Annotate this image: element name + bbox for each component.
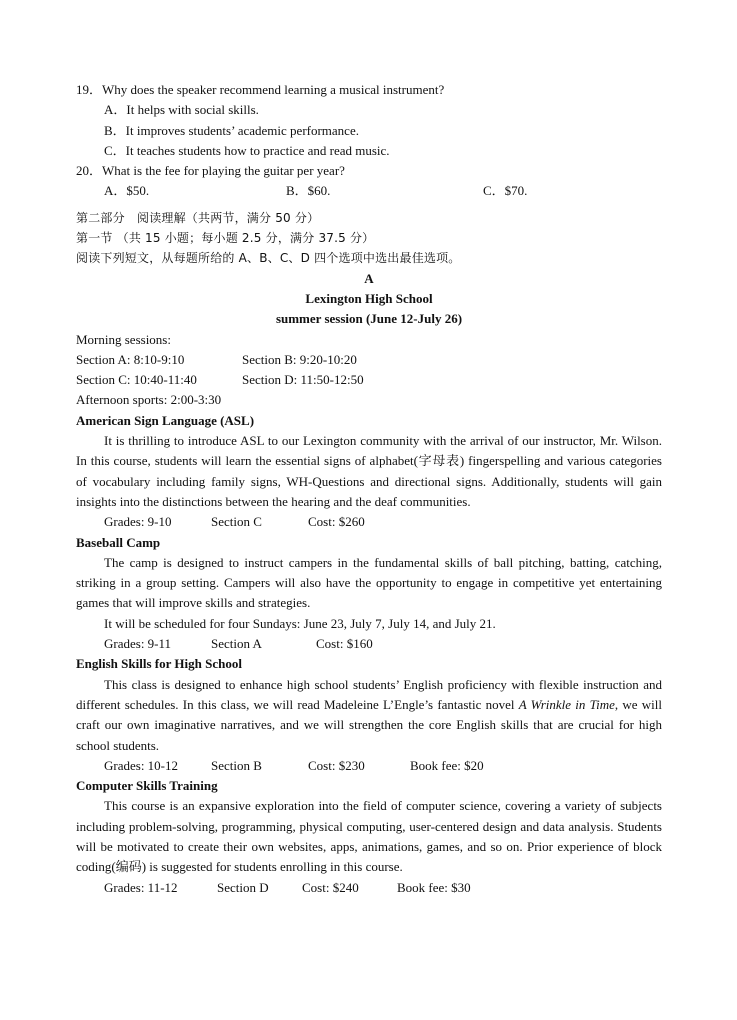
sessions-heading: Morning sessions: [76, 331, 171, 347]
course-cost: Cost: $260 [308, 514, 365, 530]
course-paragraph-text: This class is designed to enhance high school students’ English proficiency with flexible instruction and different schedules. In this class, we will read Madeleine L’Engle’s fantastic novel [76, 676, 662, 712]
course-section: Section B [211, 757, 262, 773]
part-heading: 第二部分 阅读理解（共两节，满分 50 分） [76, 210, 320, 225]
course-meta [76, 512, 662, 532]
question-20-options [76, 181, 662, 201]
course-paragraph: It will be scheduled for four Sundays: June 23, July 7, July 14, and July 21. [104, 615, 496, 631]
course-book-fee: Book fee: $20 [410, 757, 484, 773]
question-19-option-b: B．It improves students’ academic performance. [104, 122, 359, 138]
question-20-option-a: A．$50. [104, 183, 150, 199]
novel-title: A Wrinkle in Time [518, 696, 615, 712]
afternoon-sports: Afternoon sports: 2:00-3:30 [76, 392, 222, 408]
course-title: English Skills for High School [76, 656, 242, 672]
document-page [76, 80, 662, 898]
passage-title: Lexington High School [305, 290, 433, 306]
course-section: Section C [211, 514, 262, 530]
question-20-option-b: B．$60. [286, 183, 331, 199]
sessions-row [76, 350, 662, 370]
course-title: American Sign Language (ASL) [76, 412, 255, 428]
course-section: Section D [217, 879, 269, 895]
session-b: Section B: 9:20-10:20 [242, 351, 357, 367]
question-20-stem: 20．What is the fee for playing the guitar per year? [76, 163, 345, 179]
course-title: Baseball Camp [76, 534, 161, 550]
subpart-heading: 第一节 （共 15 小题；每小题 2.5 分，满分 37.5 分） [76, 231, 375, 246]
course-paragraph-text: , we will craft our own imaginative narratives, and we will strengthen the core English skills that are crucial for high school students. [76, 696, 662, 753]
question-19-stem: 19．Why does the speaker recommend learning a musical instrument? [76, 82, 445, 97]
passage-subtitle: summer session (June 12-July 26) [275, 311, 463, 327]
course-grades: Grades: 11-12 [104, 879, 178, 895]
session-d: Section D: 11:50-12:50 [242, 372, 364, 388]
sessions-row [76, 370, 662, 390]
course-book-fee: Book fee: $30 [397, 879, 471, 895]
course-paragraph: It is thrilling to introduce ASL to our Lexington community with the arrival of our instructor, Mr. Wilson. In this course, students will learn the essential signs of alphabet(字母表) fingerspelling and various categories of vocabulary including family signs, WH-Questions and directional signs. Additionally, students will gain insights into the distinctions between the hearing and the deaf communities. [76, 433, 662, 509]
course-title: Computer Skills Training [76, 778, 218, 794]
course-grades: Grades: 9-10 [104, 514, 172, 530]
course-meta [76, 878, 662, 898]
question-19-option-a: A．It helps with social skills. [104, 102, 259, 118]
course-paragraph: The camp is designed to instruct campers in the fundamental skills of ball pitching, batting, catching, striking in a group setting. Campers will also have the opportunity to engage in competitive yet entertaining games that will improve skills and strategies. [76, 554, 662, 611]
course-meta [76, 634, 662, 654]
course-section: Section A [211, 636, 262, 652]
course-cost: Cost: $160 [316, 636, 373, 652]
course-grades: Grades: 10-12 [104, 757, 179, 773]
course-cost: Cost: $230 [308, 757, 365, 773]
course-paragraph [76, 675, 662, 756]
question-19-option-c: C．It teaches students how to practice and read music. [104, 142, 390, 158]
session-a: Section A: 8:10-9:10 [76, 351, 185, 367]
course-cost: Cost: $240 [302, 879, 359, 895]
course-paragraph: This course is an expansive exploration into the field of computer science, covering a variety of subjects including problem-solving, programming, physical computing, user-centered design and data analysis. Students will be motivated to create their own websites, apps, animations, games, and so on. Prior experience of block coding(编码) is suggested for students enrolling in this course. [76, 798, 662, 875]
passage-letter: A [364, 270, 374, 286]
course-meta [76, 756, 662, 776]
question-20-option-c: C．$70. [483, 183, 528, 199]
course-grades: Grades: 9-11 [104, 636, 172, 652]
reading-instruction: 阅读下列短文，从每题所给的 A、B、C、D 四个选项中选出最佳选项。 [76, 251, 461, 266]
session-c: Section C: 10:40-11:40 [76, 372, 197, 388]
